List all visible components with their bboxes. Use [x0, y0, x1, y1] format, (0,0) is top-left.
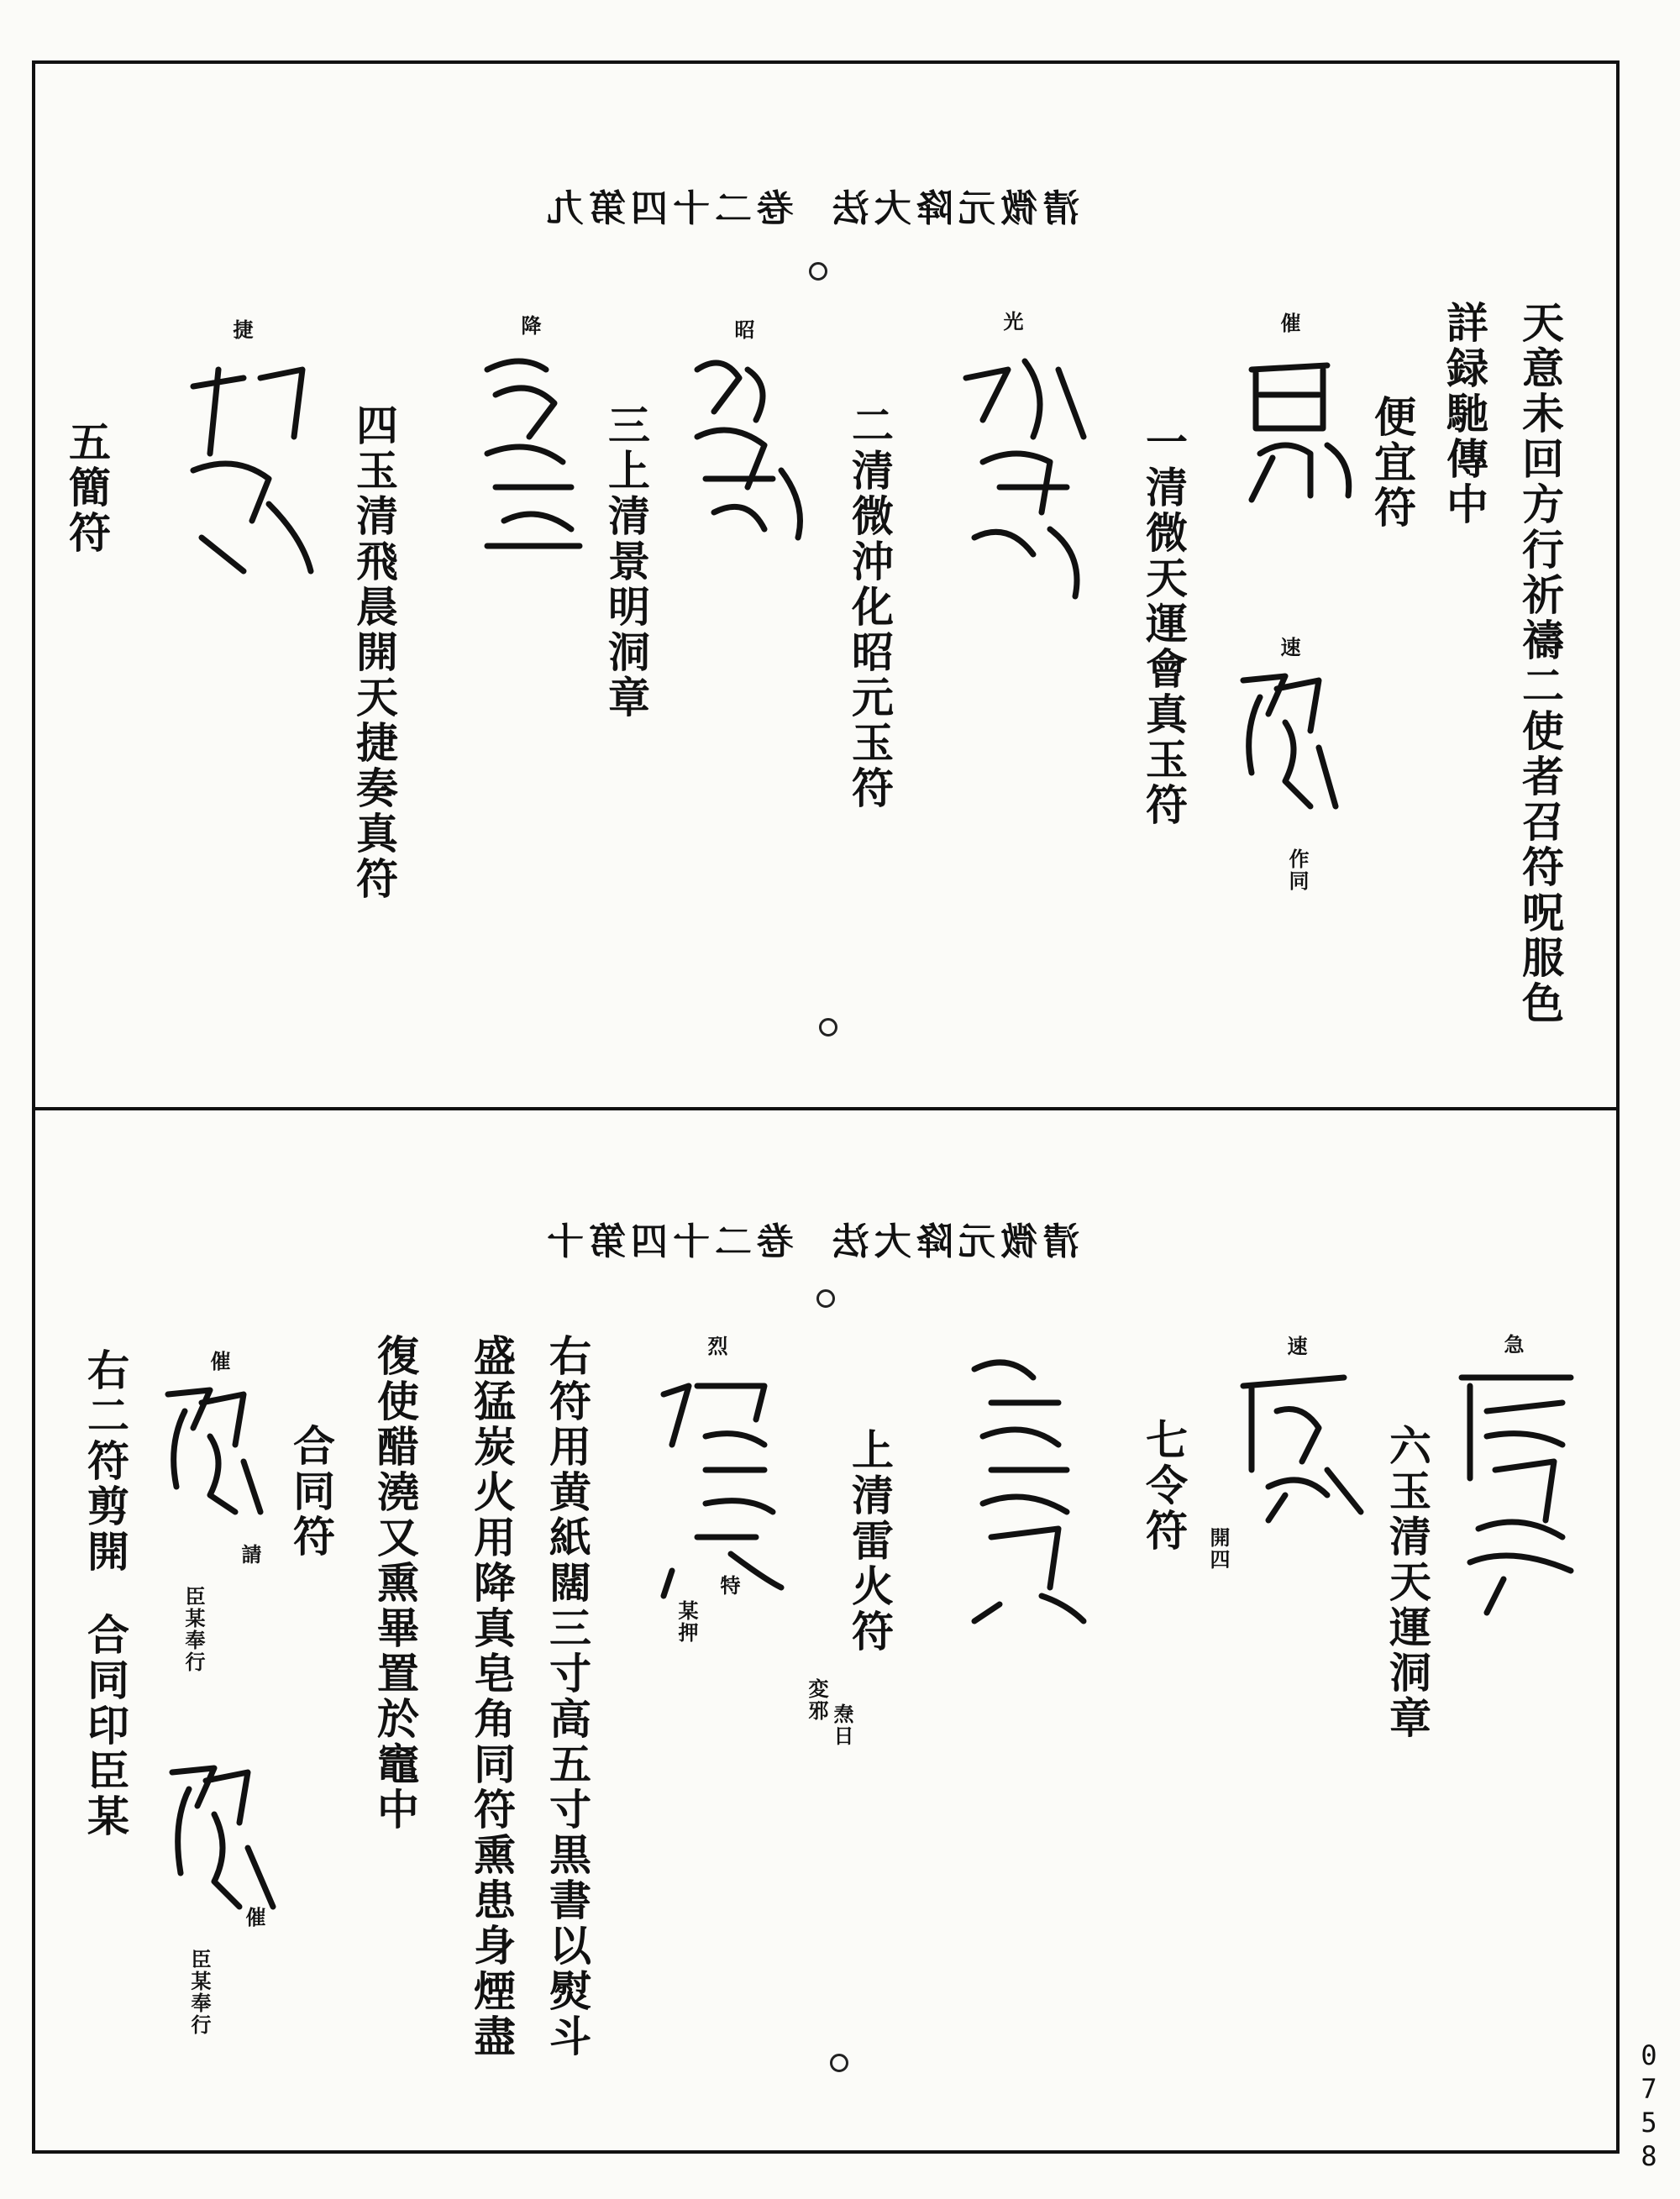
talisman-label: 臣某奉行	[187, 1949, 212, 2036]
talisman-label: 催	[1277, 312, 1301, 334]
talisman-4-glyph	[680, 344, 815, 546]
instruction-line-1: 右符用黄紙闊三寸高五寸黒書以熨斗	[543, 1334, 592, 2060]
binding-hole	[819, 1018, 837, 1037]
talisman-label: 焘日	[830, 1703, 854, 1747]
subheading: 詳録馳傳中	[1440, 301, 1489, 527]
thunder-talisman-name: 上清雷火符	[845, 1428, 895, 1655]
hetong-label: 合同符	[286, 1424, 336, 1560]
hetong-talisman-2-glyph	[164, 1756, 281, 1915]
talisman-4-name: 四玉清飛晨開天捷奏真符	[349, 403, 399, 902]
instruction-line-2: 盛猛炭火用降真皂角同符熏患身煙盡	[467, 1334, 517, 2060]
talisman-label: 催	[242, 1907, 266, 1929]
talisman-5-glyph	[470, 336, 596, 554]
talisman-5-name: 五簡符	[62, 420, 112, 556]
header-title: 清微元降大法	[827, 1220, 1079, 1263]
talisman-2-name: 二清微沖化昭元玉符	[845, 403, 895, 811]
talisman-label: 速	[1277, 637, 1301, 659]
binding-hole	[809, 262, 827, 281]
instruction-line-3: 復使醋澆又熏畢置於竈中	[370, 1334, 420, 1833]
talisman-label: 某押	[675, 1600, 699, 1644]
closing-line-1: 右二符剪開	[81, 1348, 130, 1575]
talisman-label: 降	[517, 315, 542, 337]
talisman-label: 作同	[1285, 848, 1310, 892]
header-volume: 卷二十四第十	[542, 1220, 794, 1263]
talisman-label: 烈	[704, 1336, 728, 1357]
talisman-label: 速	[1284, 1336, 1308, 1357]
fierce-talisman-glyph	[647, 1369, 798, 1596]
talisman-6-glyph	[176, 353, 319, 580]
talisman-label: 捷	[229, 319, 254, 341]
talisman-group-name: 便宜符	[1368, 395, 1417, 531]
talisman-label: 特	[717, 1575, 741, 1597]
talisman-label: 臣某奉行	[181, 1586, 206, 1673]
talisman-1-name: 一清微天運會真玉符	[1139, 420, 1189, 828]
page-number: 0758	[1633, 2039, 1665, 2174]
talisman-3-name: 三上清景明洞章	[601, 403, 651, 721]
intro-text: 天意未回方行祈禱二使者召符呪服色	[1515, 301, 1565, 1026]
talisman-2-glyph	[1235, 664, 1344, 815]
thunder-talisman-glyph	[958, 1352, 1092, 1621]
talisman-label: 急	[1500, 1334, 1525, 1356]
page-divider	[32, 1107, 1620, 1110]
binding-hole	[830, 2054, 848, 2072]
talisman-6-name: 六玉清天運洞章	[1383, 1424, 1432, 1741]
talisman-label: 催	[207, 1351, 231, 1372]
talisman-label: 光	[1000, 311, 1024, 333]
talisman-label: 請	[238, 1544, 262, 1566]
talisman-7-name: 七令符	[1139, 1418, 1189, 1554]
talisman-1-glyph	[1235, 353, 1361, 504]
talisman-3-glyph	[949, 344, 1100, 596]
binding-hole	[816, 1289, 835, 1308]
closing-line-2: 合同印臣某	[81, 1613, 130, 1839]
talisman-7-glyph	[1235, 1369, 1361, 1520]
talisman-6-glyph	[1453, 1361, 1588, 1613]
header-top	[542, 178, 1079, 232]
header-title: 清微元降大法	[827, 187, 1079, 230]
talisman-label: 開四	[1206, 1527, 1231, 1571]
talisman-label: 昭	[731, 319, 755, 341]
header-volume: 卷二十四第九	[542, 187, 794, 230]
hetong-talisman-1-glyph	[160, 1378, 269, 1520]
header-bottom	[542, 1211, 1079, 1265]
talisman-label: 変邪	[805, 1678, 829, 1722]
